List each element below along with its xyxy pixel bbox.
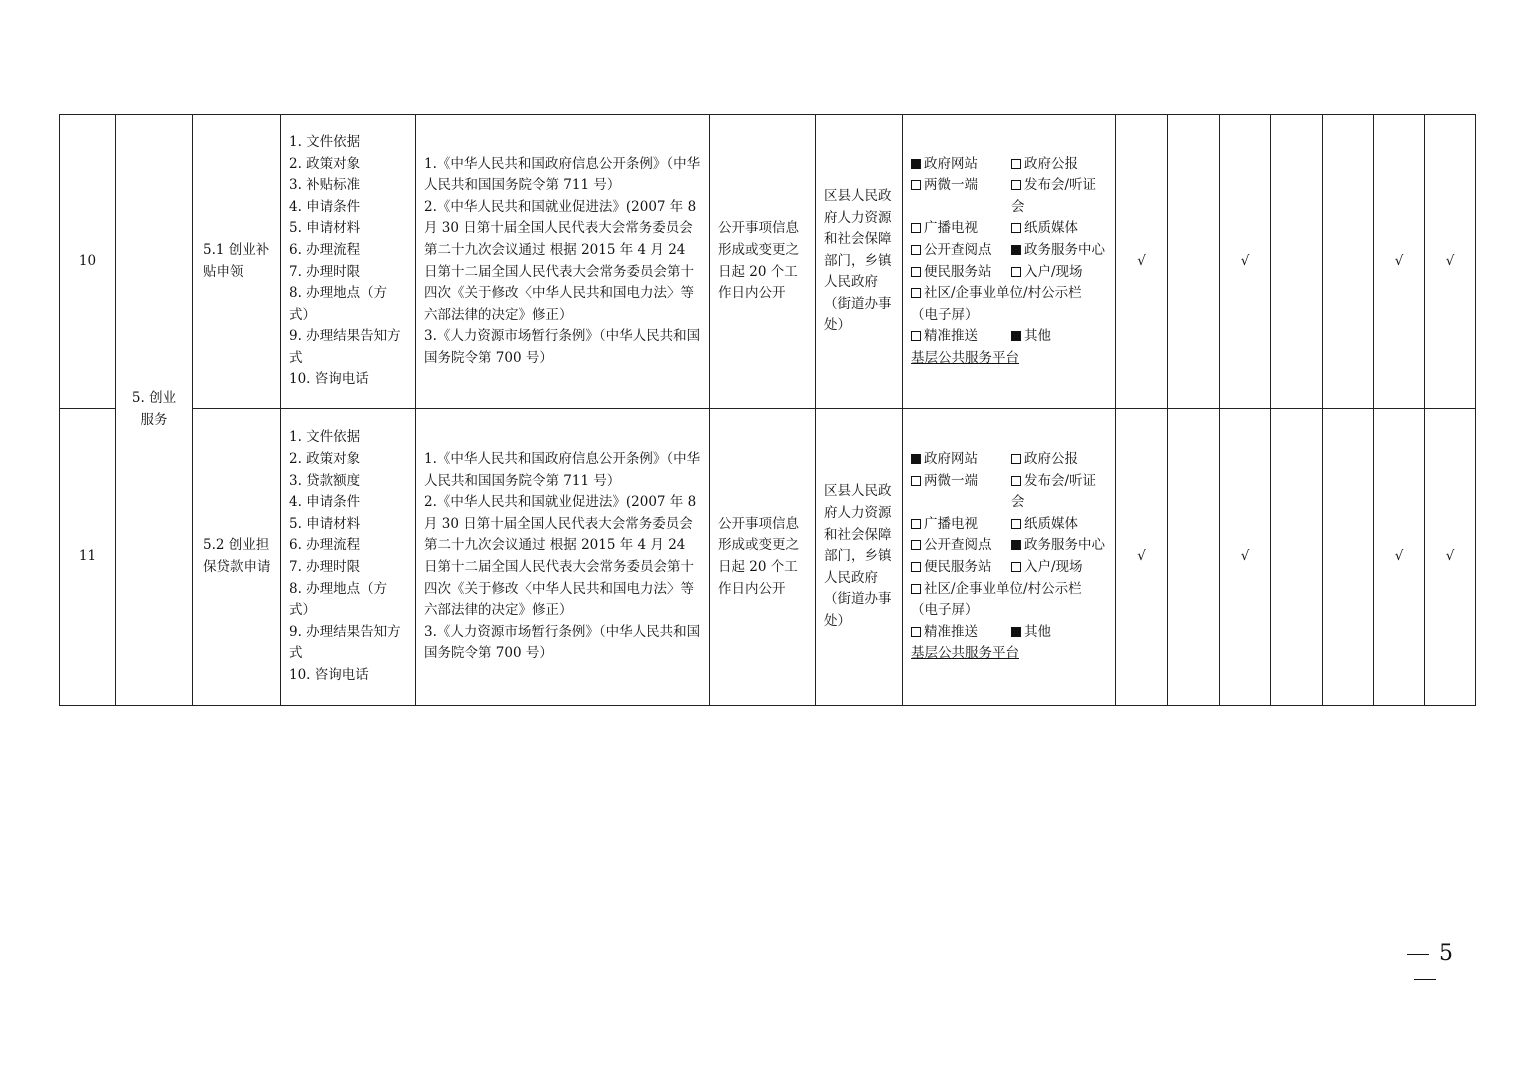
channel-label: 社区/企事业单位/村公示栏（电子屏） bbox=[911, 285, 1082, 323]
subject-text: 区县人民政府人力资源和社会保障部门，乡镇人民政府（街道办事处） bbox=[824, 187, 892, 334]
unchecked-box-icon bbox=[911, 245, 921, 255]
channel-options bbox=[911, 449, 1107, 665]
content-item: 4. 申请条件 bbox=[289, 198, 361, 215]
page-number bbox=[1380, 941, 1470, 991]
subject-cell bbox=[816, 409, 903, 706]
unchecked-box-icon bbox=[911, 540, 921, 550]
unchecked-box-icon bbox=[1011, 223, 1021, 233]
channel-label: 发布会/听证会 bbox=[1011, 472, 1097, 511]
unchecked-box-icon bbox=[911, 627, 921, 637]
unchecked-box-icon bbox=[911, 519, 921, 529]
row-number: 10 bbox=[60, 115, 116, 409]
category-label: 5. 创业服务 bbox=[131, 390, 177, 428]
content-item: 1. 文件依据 bbox=[289, 429, 361, 446]
basis-text: 1.《中华人民共和国政府信息公开条例》（中华人民共和国国务院令第 711 号） 2.《中华人民共和国就业促进法》(2007 年 8 月 30 日第十届全国人民代表大会常务委员会第二十九次会议通过 根据 2015 年 4 月 24 日第十二届全国人民代表大会常务委员会第十四次《关于修改〈中华人民共和国电力法〉等六部法律的决定》修正） 3.《人力资源市场暂行条例》（中华人民共和国国务院令第 700 号） bbox=[424, 155, 701, 366]
channel-options bbox=[911, 154, 1107, 370]
item-cell bbox=[193, 409, 281, 706]
channel-label: 其他 bbox=[1024, 623, 1051, 640]
content-list bbox=[289, 132, 407, 391]
unchecked-box-icon bbox=[911, 223, 921, 233]
dash-left bbox=[1407, 954, 1429, 955]
check-cell: √ bbox=[1374, 409, 1425, 706]
channel-label: 政务服务中心 bbox=[1024, 537, 1105, 554]
basis-cell bbox=[416, 409, 710, 706]
unchecked-box-icon bbox=[911, 562, 921, 572]
channel-label: 两微一端 bbox=[924, 472, 978, 489]
other-channel-value: 基层公共服务平台 bbox=[911, 645, 1019, 662]
item-label: 5.2 创业担保贷款申请 bbox=[203, 537, 271, 575]
channel-label: 广播电视 bbox=[924, 220, 978, 237]
check-cell bbox=[1323, 409, 1374, 706]
unchecked-box-icon bbox=[911, 267, 921, 277]
channel-label: 入户/现场 bbox=[1024, 263, 1083, 280]
other-channel-value: 基层公共服务平台 bbox=[911, 349, 1019, 366]
dash-right bbox=[1414, 979, 1436, 980]
unchecked-box-icon bbox=[1011, 267, 1021, 277]
channel-label: 纸质媒体 bbox=[1024, 220, 1078, 237]
content-item: 6. 办理流程 bbox=[289, 241, 361, 258]
channel-label: 纸质媒体 bbox=[1024, 515, 1078, 532]
unchecked-box-icon bbox=[1011, 454, 1021, 464]
timeline-text: 公开事项信息形成或变更之日起 20 个工作日内公开 bbox=[718, 220, 799, 302]
table-row bbox=[60, 409, 1476, 706]
content-item: 3. 贷款额度 bbox=[289, 472, 361, 489]
subject-cell bbox=[816, 115, 903, 409]
checked-box-icon bbox=[1011, 540, 1021, 550]
table-row bbox=[60, 115, 1476, 409]
channel-label: 政府公报 bbox=[1024, 451, 1078, 468]
check-cell: √ bbox=[1425, 409, 1476, 706]
channel-label: 政务服务中心 bbox=[1024, 241, 1105, 258]
check-cell: √ bbox=[1220, 409, 1271, 706]
channel-label: 社区/企事业单位/村公示栏（电子屏） bbox=[911, 580, 1082, 619]
content-item: 3. 补贴标准 bbox=[289, 177, 361, 194]
category-cell bbox=[116, 115, 193, 706]
channel-label: 政府网站 bbox=[924, 451, 978, 468]
channel-label: 政府公报 bbox=[1024, 155, 1078, 172]
check-cell: √ bbox=[1374, 115, 1425, 409]
channel-label: 广播电视 bbox=[924, 515, 978, 532]
unchecked-box-icon bbox=[911, 476, 921, 486]
content-item: 10. 咨询电话 bbox=[289, 371, 369, 388]
content-cell bbox=[281, 115, 416, 409]
unchecked-box-icon bbox=[911, 331, 921, 341]
checked-box-icon bbox=[1011, 245, 1021, 255]
channel-label: 其他 bbox=[1024, 328, 1051, 345]
check-cell bbox=[1168, 115, 1220, 409]
content-item: 10. 咨询电话 bbox=[289, 666, 369, 683]
channel-label: 两微一端 bbox=[924, 177, 978, 194]
timeline-cell bbox=[710, 409, 816, 706]
check-cell bbox=[1168, 409, 1220, 706]
subject-text: 区县人民政府人力资源和社会保障部门，乡镇人民政府（街道办事处） bbox=[824, 483, 892, 629]
check-cell: √ bbox=[1116, 409, 1168, 706]
checked-box-icon bbox=[911, 159, 921, 169]
check-cell: √ bbox=[1425, 115, 1476, 409]
content-cell bbox=[281, 409, 416, 706]
channel-label: 入户/现场 bbox=[1024, 559, 1083, 575]
channel-label: 便民服务站 bbox=[924, 559, 992, 575]
basis-text: 1.《中华人民共和国政府信息公开条例》（中华人民共和国国务院令第 711 号） 2.《中华人民共和国就业促进法》(2007 年 8 月 30 日第十届全国人民代表大会常务委员会第二十九次会议通过 根据 2015 年 4 月 24 日第十二届全国人民代表大会常务委员会第十四次《关于修改〈中华人民共和国电力法〉等六部法律的决定》修正） 3.《人力资源市场暂行条例》（中华人民共和国国务院令第 700 号） bbox=[424, 451, 701, 662]
channel-label: 精准推送 bbox=[924, 623, 978, 640]
content-item: 9. 办理结果告知方式 bbox=[289, 328, 401, 366]
check-cell bbox=[1271, 115, 1323, 409]
content-item: 1. 文件依据 bbox=[289, 133, 361, 150]
content-item: 9. 办理结果告知方式 bbox=[289, 623, 401, 662]
content-item: 6. 办理流程 bbox=[289, 537, 361, 554]
content-item: 7. 办理时限 bbox=[289, 559, 361, 575]
content-item: 5. 申请材料 bbox=[289, 515, 361, 532]
page-number-value: 5 bbox=[1439, 941, 1453, 966]
channel-label: 便民服务站 bbox=[924, 263, 992, 280]
unchecked-box-icon bbox=[1011, 180, 1021, 190]
content-item: 7. 办理时限 bbox=[289, 263, 361, 280]
content-item: 2. 政策对象 bbox=[289, 451, 361, 468]
unchecked-box-icon bbox=[911, 288, 921, 298]
content-item: 2. 政策对象 bbox=[289, 155, 361, 172]
channel-label: 政府网站 bbox=[924, 155, 978, 172]
channel-label: 精准推送 bbox=[924, 328, 978, 345]
content-item: 4. 申请条件 bbox=[289, 494, 361, 511]
content-item: 5. 申请材料 bbox=[289, 220, 361, 237]
timeline-text: 公开事项信息形成或变更之日起 20 个工作日内公开 bbox=[718, 515, 799, 597]
channel-label: 公开查阅点 bbox=[924, 537, 992, 554]
channel-label: 发布会/听证会 bbox=[1011, 177, 1097, 215]
basis-cell bbox=[416, 115, 710, 409]
timeline-cell bbox=[710, 115, 816, 409]
content-item: 8. 办理地点（方式） bbox=[289, 580, 388, 619]
unchecked-box-icon bbox=[1011, 476, 1021, 486]
unchecked-box-icon bbox=[1011, 562, 1021, 572]
check-cell bbox=[1323, 115, 1374, 409]
check-cell: √ bbox=[1116, 115, 1168, 409]
checked-box-icon bbox=[1011, 331, 1021, 341]
channel-label: 公开查阅点 bbox=[924, 241, 992, 258]
content-item: 8. 办理地点（方式） bbox=[289, 285, 388, 323]
content-list bbox=[289, 427, 407, 686]
channels-cell bbox=[903, 115, 1116, 409]
channels-cell bbox=[903, 409, 1116, 706]
item-label: 5.1 创业补贴申领 bbox=[203, 241, 270, 280]
item-cell bbox=[193, 115, 281, 409]
checked-box-icon bbox=[911, 454, 921, 464]
unchecked-box-icon bbox=[911, 180, 921, 190]
unchecked-box-icon bbox=[1011, 519, 1021, 529]
check-cell: √ bbox=[1220, 115, 1271, 409]
checked-box-icon bbox=[1011, 627, 1021, 637]
check-cell bbox=[1271, 409, 1323, 706]
row-number: 11 bbox=[60, 409, 116, 706]
unchecked-box-icon bbox=[1011, 159, 1021, 169]
unchecked-box-icon bbox=[911, 584, 921, 594]
disclosure-table bbox=[59, 114, 1476, 706]
